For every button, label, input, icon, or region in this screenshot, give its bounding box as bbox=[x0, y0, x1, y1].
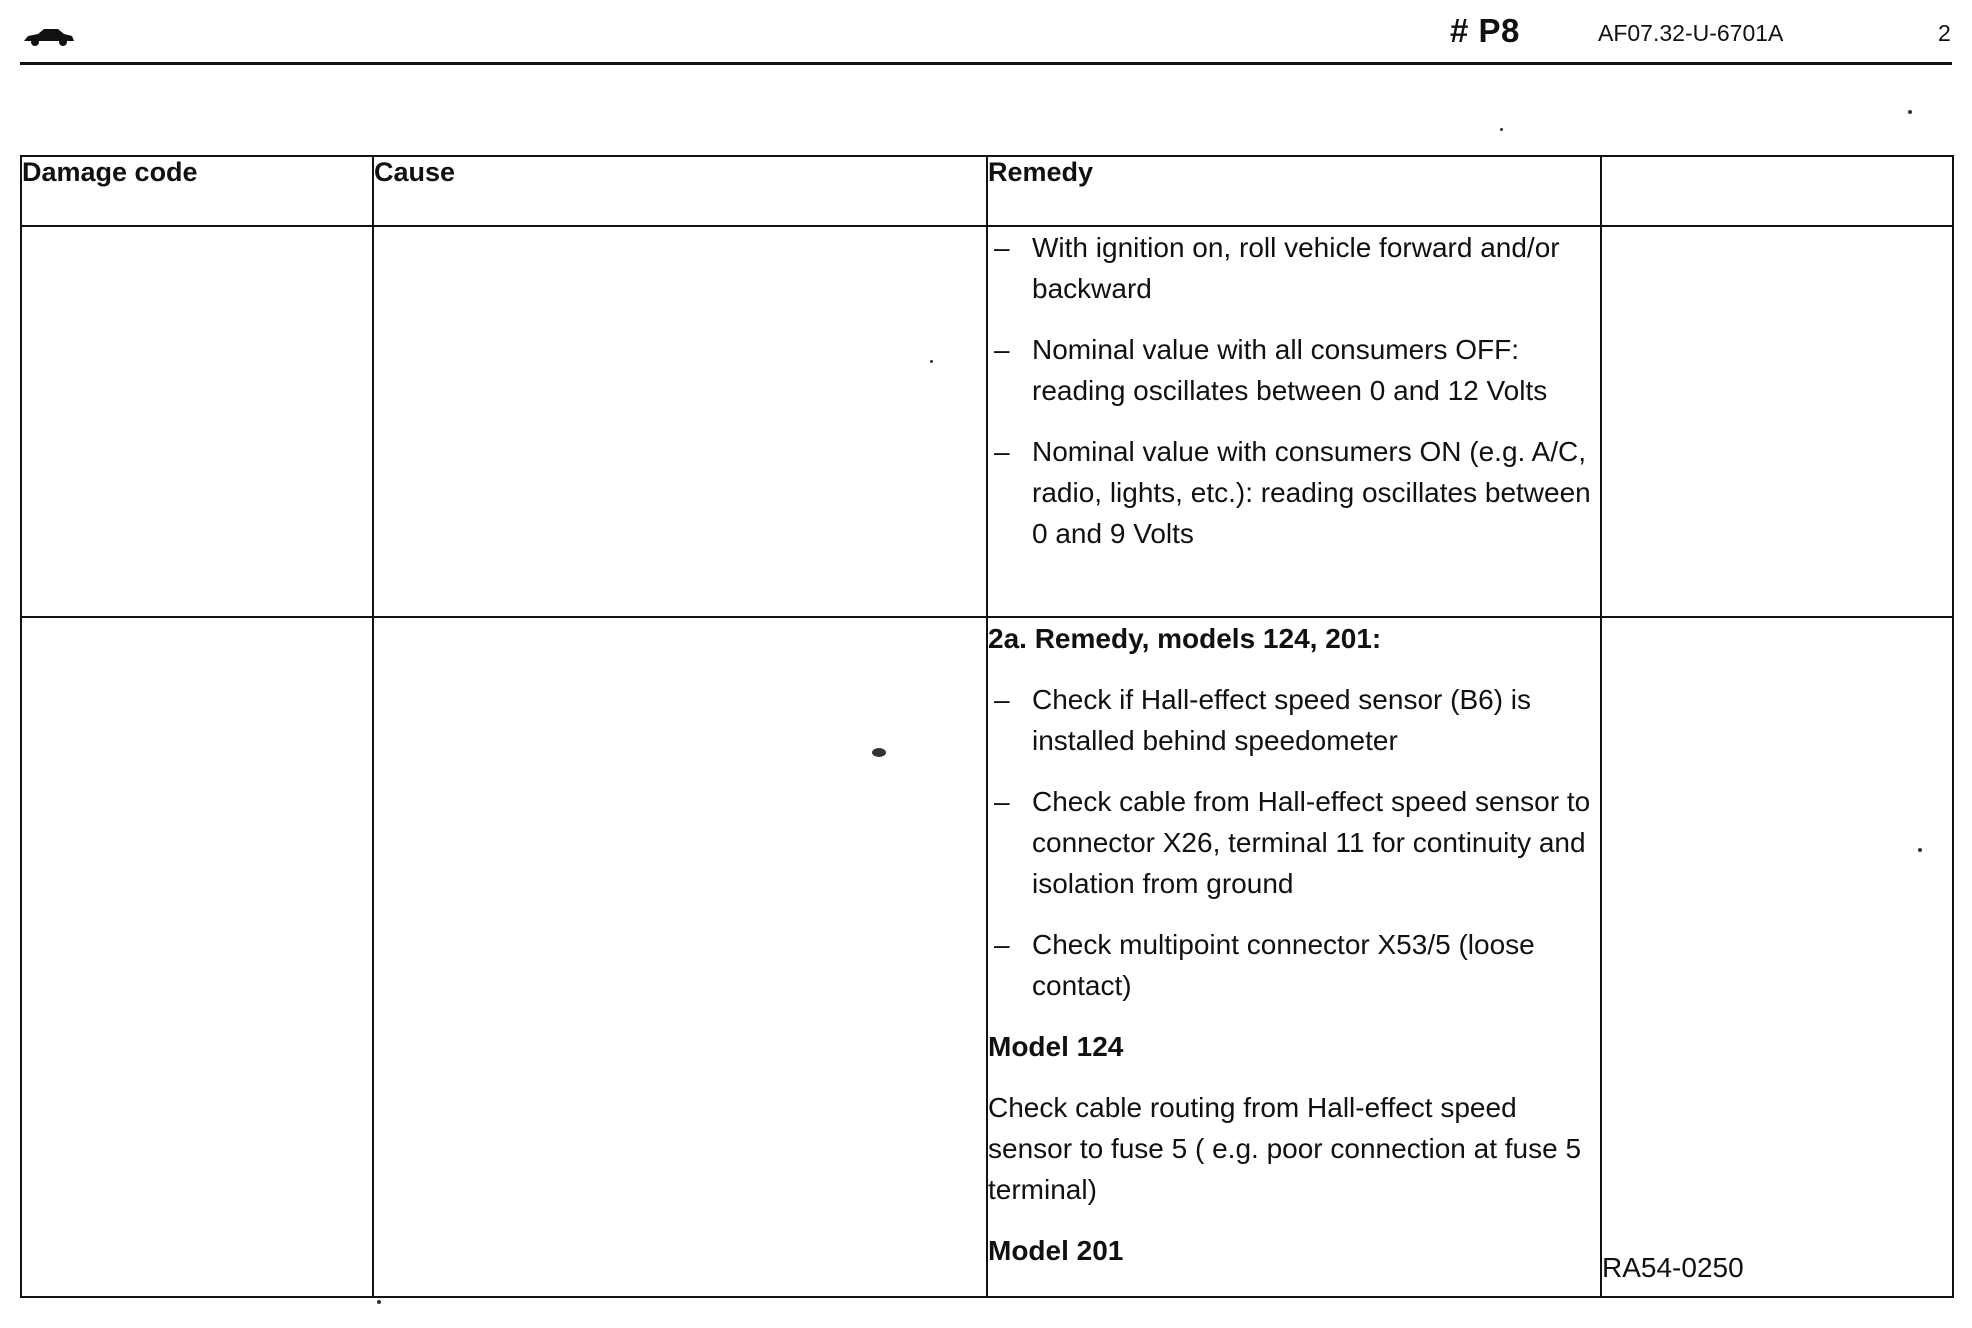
reference-cell bbox=[1601, 226, 1953, 617]
list-item: – Check multipoint connector X53/5 (loose contact) bbox=[994, 929, 1535, 1001]
list-item: – Check cable from Hall-effect speed sensor to connector X26, terminal 11 for continuity and isolation from ground bbox=[994, 786, 1591, 899]
scan-speck bbox=[1918, 848, 1922, 852]
column-header-damage-code: Damage code bbox=[21, 156, 373, 226]
document-number: # P8 bbox=[1450, 12, 1520, 49]
scan-speck bbox=[1500, 128, 1503, 131]
list-item: – Check if Hall-effect speed sensor (B6) is installed behind speedometer bbox=[994, 684, 1532, 756]
reference-cell bbox=[1601, 617, 1953, 1297]
cause-cell bbox=[373, 226, 987, 617]
column-header-cause: Cause bbox=[373, 156, 987, 226]
column-header-reference bbox=[1601, 156, 1953, 226]
cause-cell bbox=[373, 617, 987, 1297]
remedy-heading: 2a. Remedy, models 124, 201: bbox=[988, 623, 1382, 654]
page-number: 2 bbox=[1938, 20, 1951, 46]
scan-speck bbox=[872, 748, 886, 757]
car-icon bbox=[22, 26, 76, 48]
table-header-row bbox=[21, 156, 1953, 226]
damage-code-cell bbox=[21, 226, 373, 617]
remedy-cell bbox=[987, 226, 1601, 617]
scan-speck bbox=[930, 360, 933, 363]
list-item: – Nominal value with consumers ON (e.g. A/C, radio, lights, etc.): reading oscillates between 0 and 9 Volts bbox=[994, 436, 1591, 549]
diagnosis-table bbox=[20, 155, 1954, 1298]
table-row bbox=[21, 617, 1953, 1297]
document-reference: AF07.32-U-6701A bbox=[1598, 20, 1784, 46]
scan-speck bbox=[377, 1300, 381, 1304]
table-row bbox=[21, 226, 1953, 617]
damage-code-cell bbox=[21, 617, 373, 1297]
model-124-heading: Model 124 bbox=[988, 1031, 1124, 1062]
model-201-heading: Model 201 bbox=[988, 1235, 1124, 1266]
header-divider bbox=[20, 62, 1952, 65]
scan-speck bbox=[1908, 110, 1912, 114]
remedy-cell bbox=[987, 617, 1601, 1297]
list-item: – With ignition on, roll vehicle forward and/or backward bbox=[994, 232, 1560, 304]
column-header-remedy: Remedy bbox=[987, 156, 1601, 226]
model-124-reference: RA54-0250 bbox=[1602, 1252, 1744, 1283]
page-header bbox=[0, 0, 1972, 66]
list-item: – Nominal value with all consumers OFF: reading oscillates between 0 and 12 Volts bbox=[994, 334, 1548, 406]
model-124-instruction: Check cable routing from Hall-effect speed sensor to fuse 5 ( e.g. poor connection at fuse 5 terminal) bbox=[988, 1092, 1582, 1205]
